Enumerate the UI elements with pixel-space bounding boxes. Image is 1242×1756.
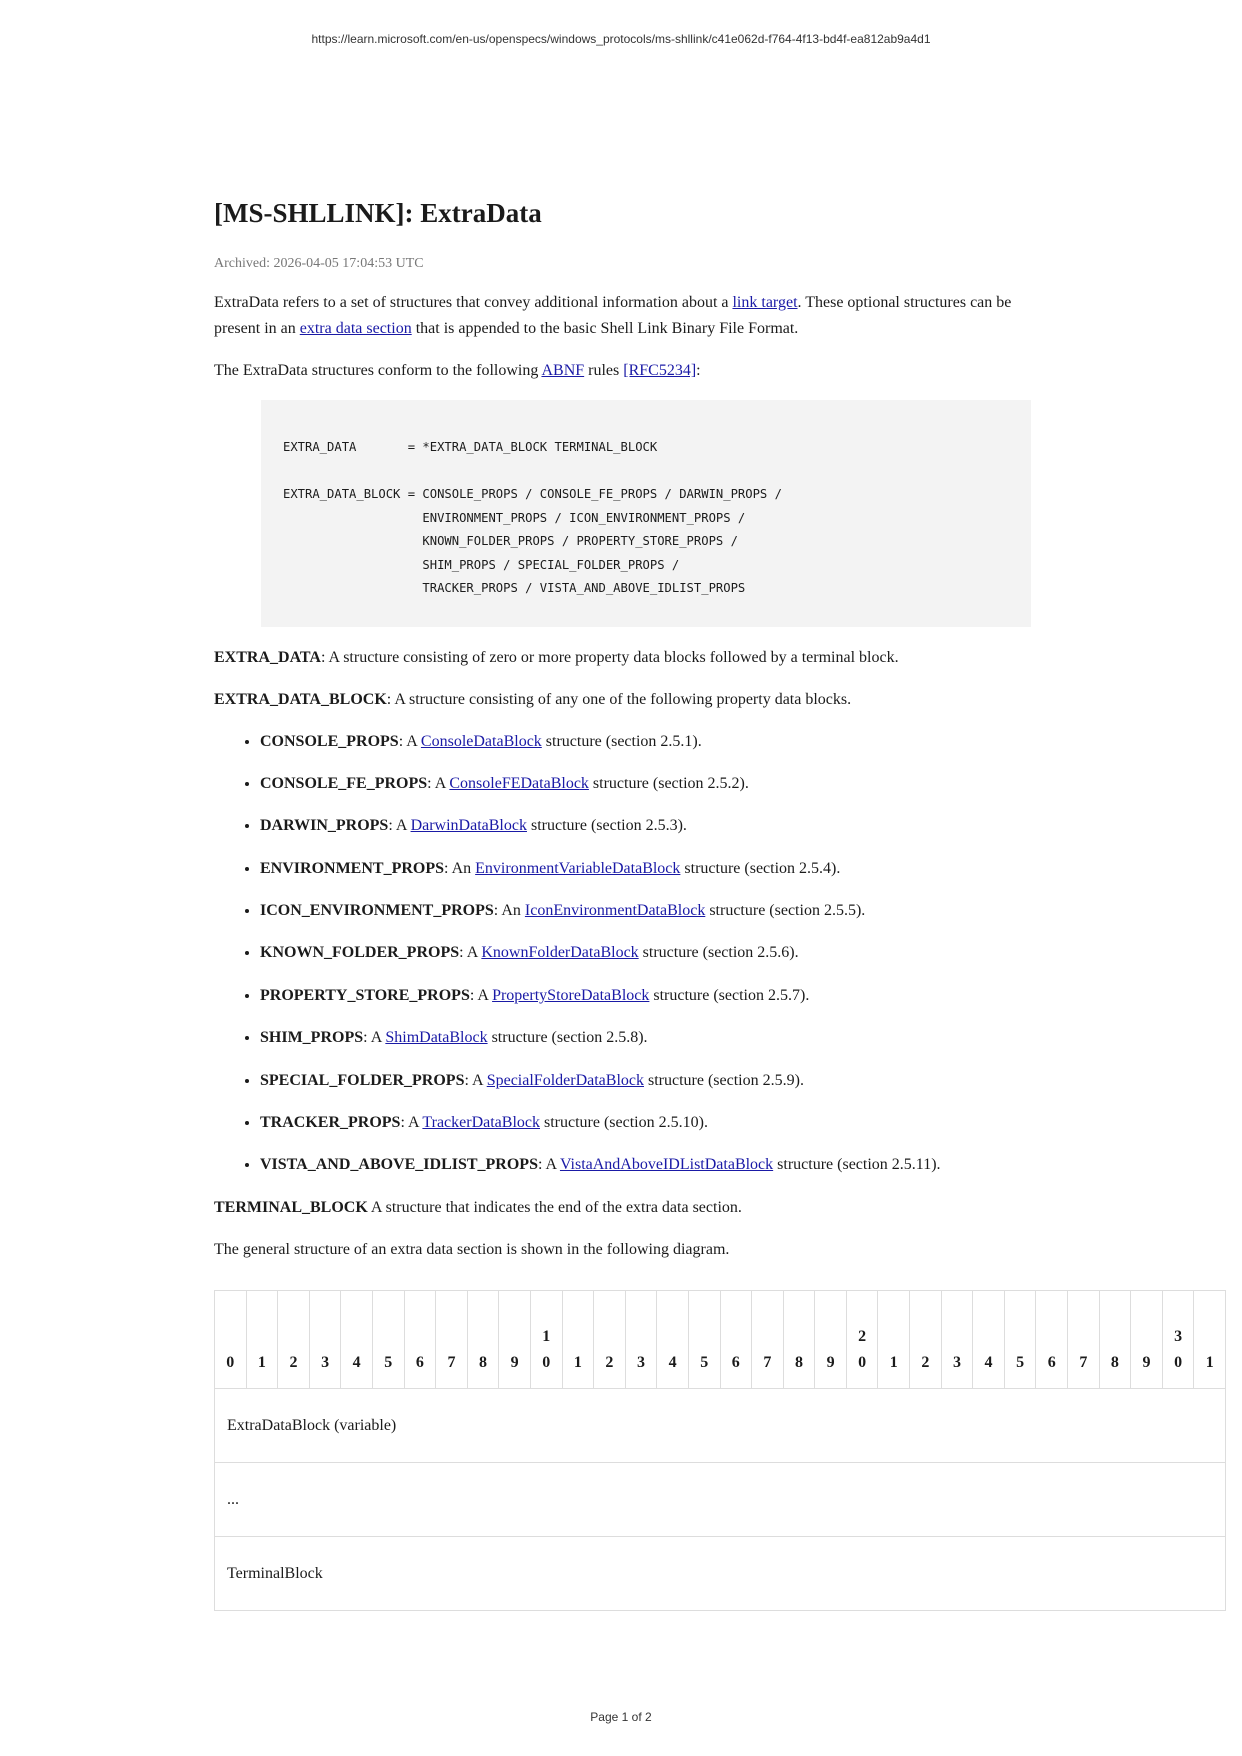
bit-number-cell: 8 — [1099, 1291, 1131, 1389]
def-term: EXTRA_DATA — [214, 648, 321, 666]
bit-number-cell: 4 — [973, 1291, 1005, 1389]
prop-link[interactable]: SpecialFolderDataBlock — [486, 1071, 644, 1089]
bit-number-cell: 5 — [1004, 1291, 1036, 1389]
prop-link[interactable]: DarwinDataBlock — [410, 817, 527, 835]
prop-post: structure (section 2.5.4). — [680, 859, 841, 877]
bit-number-cell: 3 — [941, 1291, 973, 1389]
page-number: Page 1 of 2 — [590, 1710, 652, 1724]
bit-number-cell: 6 — [1036, 1291, 1068, 1389]
diagram-intro: The general structure of an extra data section is shown in the following diagram. — [214, 1240, 730, 1258]
prop-term: KNOWN_FOLDER_PROPS — [260, 944, 460, 962]
bit-number-cell: 6 — [404, 1291, 436, 1389]
table-row — [215, 1537, 1226, 1611]
def-term: TERMINAL_BLOCK — [214, 1198, 368, 1216]
prop-link[interactable]: ConsoleDataBlock — [420, 732, 542, 750]
prop-pre: : A — [537, 1156, 560, 1174]
prop-pre: : An — [444, 859, 476, 877]
prop-pre: : A — [464, 1071, 487, 1089]
bit-number-cell: 9 — [1131, 1291, 1163, 1389]
def-terminal-block — [214, 1195, 1034, 1221]
bit-number-cell: 0 — [215, 1291, 247, 1389]
bit-number-cell: 7 — [436, 1291, 468, 1389]
prop-link[interactable]: EnvironmentVariableDataBlock — [475, 859, 681, 877]
prop-post: structure (section 2.5.1). — [541, 732, 702, 750]
list-item — [260, 1025, 1034, 1051]
def-extra-data-block — [214, 687, 1034, 713]
list-item — [260, 856, 1034, 882]
abnf-text-2: rules — [584, 362, 624, 379]
diagram-row-cell: TerminalBlock — [215, 1537, 1226, 1611]
prop-term: SHIM_PROPS — [260, 1029, 364, 1047]
intro-text-2: . These optional structures can be present in an — [214, 294, 1012, 337]
prop-pre: : A — [427, 774, 450, 792]
bit-number-cell: 3 0 — [1162, 1291, 1194, 1389]
bit-number-cell: 5 — [372, 1291, 404, 1389]
prop-pre: : A — [459, 944, 482, 962]
list-item — [260, 1068, 1034, 1094]
bit-number-cell: 2 — [278, 1291, 310, 1389]
prop-pre: : An — [493, 902, 525, 920]
bit-number-cell: 1 — [878, 1291, 910, 1389]
link-target-link[interactable]: link target — [732, 294, 798, 311]
abnf-link[interactable]: ABNF — [541, 362, 585, 379]
prop-pre: : A — [363, 1029, 386, 1047]
abnf-text-1: The ExtraData structures conform to the following — [214, 362, 542, 379]
prop-link[interactable]: ConsoleFEDataBlock — [449, 774, 589, 792]
list-item — [260, 729, 1034, 755]
list-item — [260, 771, 1034, 797]
prop-term: VISTA_AND_ABOVE_IDLIST_PROPS — [260, 1156, 538, 1174]
bit-number-cell: 8 — [783, 1291, 815, 1389]
prop-post: structure (section 2.5.10). — [540, 1114, 708, 1132]
prop-pre: : A — [400, 1114, 423, 1132]
bit-number-cell: 1 — [246, 1291, 278, 1389]
prop-post: structure (section 2.5.11). — [773, 1156, 941, 1174]
prop-link[interactable]: PropertyStoreDataBlock — [492, 986, 650, 1004]
bit-number-cell: 1 — [1194, 1291, 1226, 1389]
bit-number-cell: 2 — [594, 1291, 626, 1389]
bit-number-cell: 7 — [752, 1291, 784, 1389]
prop-post: structure (section 2.5.5). — [705, 902, 866, 920]
list-item — [260, 1152, 1034, 1178]
bit-number-cell: 3 — [625, 1291, 657, 1389]
prop-term: PROPERTY_STORE_PROPS — [260, 986, 470, 1004]
prop-pre: : A — [398, 732, 421, 750]
prop-post: structure (section 2.5.7). — [649, 986, 810, 1004]
prop-link[interactable]: TrackerDataBlock — [422, 1114, 540, 1132]
abnf-paragraph — [214, 358, 1034, 384]
bit-number-cell: 2 0 — [846, 1291, 878, 1389]
prop-term: DARWIN_PROPS — [260, 817, 389, 835]
bit-number-cell: 3 — [309, 1291, 341, 1389]
packet-diagram-table — [214, 1290, 1226, 1611]
intro-text-1: ExtraData refers to a set of structures that convey additional information about a — [214, 294, 733, 311]
page-url-header: https://learn.microsoft.com/en-us/openspecs/windows_protocols/ms-shllink/c41e062d-f764-4f13-bd4f-ea812ab9a4d1 — [311, 32, 931, 46]
def-desc: : A structure consisting of zero or more property data blocks followed by a terminal block. — [320, 648, 899, 666]
bit-number-cell: 1 0 — [530, 1291, 562, 1389]
bit-number-cell: 5 — [688, 1291, 720, 1389]
extra-data-section-link[interactable]: extra data section — [299, 320, 412, 337]
prop-pre: : A — [469, 986, 493, 1004]
prop-post: structure (section 2.5.2). — [588, 774, 749, 792]
def-desc: A structure that indicates the end of the extra data section. — [367, 1198, 742, 1216]
prop-term: CONSOLE_FE_PROPS — [260, 774, 428, 792]
prop-post: structure (section 2.5.3). — [526, 817, 687, 835]
list-item — [260, 983, 1034, 1009]
page-title: [MS-SHLLINK]: ExtraData — [214, 198, 542, 228]
diagram-row-cell: ... — [215, 1463, 1226, 1537]
property-block-list — [214, 729, 1034, 1179]
archived-timestamp: Archived: 2026-04-05 17:04:53 UTC — [214, 256, 424, 271]
def-term: EXTRA_DATA_BLOCK — [214, 690, 387, 708]
packet-diagram — [214, 1290, 1214, 1611]
prop-term: ICON_ENVIRONMENT_PROPS — [260, 902, 494, 920]
bit-number-cell: 8 — [467, 1291, 499, 1389]
bit-number-cell: 4 — [657, 1291, 689, 1389]
abnf-code: EXTRA_DATA = *EXTRA_DATA_BLOCK TERMINAL_BLOCK EXTRA_DATA_BLOCK = CONSOLE_PROPS / CONSOLE_FE_PROPS / DARWIN_PROPS / ENVIRONMENT_PROPS / ICON_ENVIRONMENT_PROPS / KNOWN_FOLDER_PROPS / PROPERTY_STORE_PROPS / SHIM_PROPS / SPECIAL_FOLDER_PROPS / TRACKER_PROPS / VISTA_AND_ABOVE_IDLIST_PROPS — [283, 440, 782, 595]
table-row — [215, 1389, 1226, 1463]
prop-post: structure (section 2.5.8). — [487, 1029, 648, 1047]
prop-term: TRACKER_PROPS — [260, 1114, 401, 1132]
bit-number-row — [215, 1291, 1226, 1389]
bit-number-cell: 4 — [341, 1291, 373, 1389]
prop-term: CONSOLE_PROPS — [260, 732, 399, 750]
def-extra-data — [214, 645, 1034, 671]
bit-number-cell: 1 — [562, 1291, 594, 1389]
intro-text-3: that is appended to the basic Shell Link Binary File Format. — [411, 320, 799, 337]
prop-link[interactable]: ShimDataBlock — [385, 1029, 488, 1047]
def-desc: : A structure consisting of any one of the following property data blocks. — [386, 690, 852, 708]
bit-number-cell: 9 — [815, 1291, 847, 1389]
list-item — [260, 813, 1034, 839]
abnf-code-block — [261, 400, 1031, 627]
prop-pre: : A — [388, 817, 411, 835]
article-content — [214, 196, 1034, 1279]
prop-post: structure (section 2.5.6). — [638, 944, 799, 962]
bit-number-cell: 7 — [1068, 1291, 1100, 1389]
list-item — [260, 898, 1034, 924]
table-row — [215, 1463, 1226, 1537]
prop-link[interactable]: IconEnvironmentDataBlock — [524, 902, 706, 920]
prop-post: structure (section 2.5.9). — [644, 1071, 804, 1089]
list-item — [260, 940, 1034, 966]
prop-term: ENVIRONMENT_PROPS — [260, 859, 445, 877]
list-item — [260, 1110, 1034, 1136]
abnf-text-3: : — [696, 362, 701, 379]
prop-link[interactable]: KnownFolderDataBlock — [481, 944, 639, 962]
diagram-row-cell: ExtraDataBlock (variable) — [215, 1389, 1226, 1463]
intro-paragraph — [214, 290, 1034, 342]
prop-link[interactable]: VistaAndAboveIDListDataBlock — [559, 1156, 774, 1174]
prop-term: SPECIAL_FOLDER_PROPS — [260, 1071, 465, 1089]
bit-number-cell: 6 — [720, 1291, 752, 1389]
bit-number-cell: 9 — [499, 1291, 531, 1389]
rfc5234-link[interactable]: [RFC5234] — [623, 362, 697, 379]
bit-number-cell: 2 — [910, 1291, 942, 1389]
